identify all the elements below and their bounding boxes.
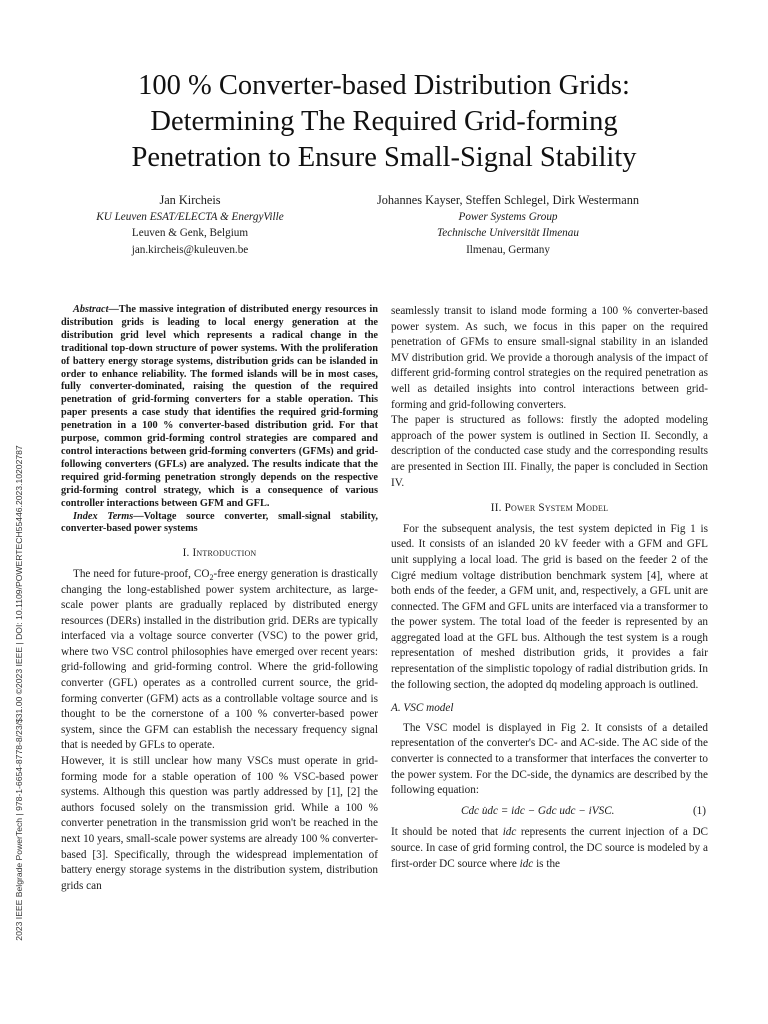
right-column [391, 304, 708, 872]
vsc-paragraph-1: The VSC model is displayed in Fig 2. It consists of a detailed representation of the converter's DC- and AC-side. The AC side of the converter is connected to a transformer that interfaces the converter to the power system. For the DC-side, the dynamics are described by the following equation: [391, 721, 708, 797]
index-terms-lead: Index Terms [73, 510, 134, 522]
vsc-paragraph-2 [391, 825, 708, 872]
abstract-lead: Abstract [73, 304, 109, 315]
symbol-idc: idc [502, 826, 517, 839]
index-terms-text: —Voltage source converter, small-signal stability, converter-based power systems [61, 510, 378, 535]
section-heading-introduction: I. Introduction [182, 547, 257, 560]
doi-sidebar [12, 410, 26, 975]
equation-expression: Cdc u̇dc = idc − Gdc udc − iVSC. [461, 804, 615, 817]
title-line-2: Determining The Required Grid-forming [150, 106, 618, 137]
author-block-1 [60, 192, 320, 258]
abstract [61, 304, 378, 511]
model-paragraph-1: For the subsequent analysis, the test system depicted in Fig 1 is used. It consists of an islanded 20 kV feeder with a GFM and GFL unit supplying a local load. The grid is based on the feeder 2 of the Cigré medium voltage distribution benchmark system [4], where at both ends of the feeder, a GFM unit, and, respectively, a GFL unit are connected. The GFM and GFL units are interfaced via a transformer to the power system. The total load of the feeder is represented by an aggregated load at the GFL bus. Although the test system is a rough representation of meshed distribution grids, it provides a fair representation of the simplistic topology of radial distribution grids. In the following section, the adopted dq modeling approach is outlined. [391, 522, 708, 691]
doi-sidebar-text: 2023 IEEE Belgrade PowerTech | 978-1-6654-8778-8/23/$31.00 ©2023 IEEE | DOI: 10.1109/POWERTECH55446.2023.10202787 [14, 444, 24, 941]
right-paragraph-1: seamlessly transit to island mode forming a 100 % converter-based power system. As such, we focus in this paper on the required penetration of GFMs to ensure small-signal stability in an islanded MV distribution grid. We provide a thorough analysis of the impact of different grid-forming control strategies on the required penetration as well as detailed insights into control interactions between grid-forming and grid-following converters. [391, 305, 708, 411]
author-affiliation: Power Systems Group [458, 210, 558, 223]
author-name: Johannes Kayser, Steffen Schlegel, Dirk Westermann [376, 193, 640, 207]
author-name: Jan Kircheis [159, 193, 221, 207]
subsection-heading-vsc-model: A. VSC model [391, 702, 454, 715]
title-line-1: 100 % Converter-based Distribution Grids: [138, 70, 630, 101]
title-line-3: Penetration to Ensure Small-Signal Stability [131, 142, 637, 173]
symbol-idc: idc [519, 857, 534, 870]
intro-text-b: -free energy generation is drastically changing the long-established power system architecture, as large-scale power plants are gradually replaced by distributed energy resources (DERs) installed in the distribution grid. DERs are typically interfaced via a voltage source converter (VSC) to the power grid, where two VSC control philosophies have emerged over recent years: grid-following and grid-forming control. Where the grid-following converter (GFL) operates as a controlled current source, the grid-forming converter (GFM) acts as a controllable voltage source and is thought to be the cornerstone of a 100 % converter-based power system, since the GFM can establish the necessary frequency signal that is needed by GFLs to operate. [61, 567, 378, 752]
vsc-text-a: It should be noted that [391, 826, 503, 839]
intro-text-a: The need for future-proof, CO [73, 567, 210, 580]
vsc-text-b: represents the current injection of a DC source. In case of grid forming control, the DC source is modeled by a first-order DC source where [391, 826, 708, 870]
left-column [61, 304, 378, 894]
vsc-text-c: is the [533, 857, 561, 870]
equation-1 [391, 804, 708, 820]
intro-paragraph-2: However, it is still unclear how many VSCs must operate in grid-forming mode for a stable operation of 100 % VSC-based power systems. Although this question was partly addressed by [1], [2] the authors focused solely on the transmission grid. While a 100 % converter penetration in the transmission grid won't be reached in the next 10 years, small-scale power systems are already 100 % converter-based [3]. Specifically, through the widespread implementation of battery energy storage systems in the distribution system, distribution grids can [61, 755, 378, 892]
intro-paragraph-1 [61, 567, 378, 754]
paper-title [40, 68, 728, 176]
equation-number: (1) [692, 804, 706, 817]
author-location: Ilmenau, Germany [466, 243, 550, 256]
author-affiliation: KU Leuven ESAT/ELECTA & EnergyVille [96, 210, 284, 223]
author-block-2 [328, 192, 688, 258]
author-institution: Technische Universität Ilmenau [437, 227, 579, 239]
author-location: Leuven & Genk, Belgium [131, 227, 249, 239]
index-terms [61, 511, 378, 537]
author-email: jan.kircheis@kuleuven.be [131, 243, 249, 256]
abstract-text: —The massive integration of distributed energy resources in distribution grids is leading to local energy generation at the distribution grid level which represents a radical change in the traditional top-down structure of power systems. With the proliferation of battery energy storage systems, distribution grids can be islanded in order to enhance reliability. The formed islands will be in most cases, fully converter-dominated, raising the question of the required penetration of grid-forming converters for a stable operation. This paper presents a case study that identifies the required grid-forming penetration in a 100 % converter-based distribution grid. For that purpose, common grid-forming control strategies are compared and control interactions between grid-forming converters (GFMs) and grid-following converters (GFLs) are analyzed. The results indicate that the required grid-forming penetration strongly depends on the respective grid-forming control strategy, which is a consequence of various controller interactions between GFM and GFL. [61, 304, 378, 509]
section-heading-power-system-model: II. Power System Model [490, 502, 609, 515]
co2-subscript: 2 [209, 573, 214, 583]
right-paragraph-2: The paper is structured as follows: firstly the adopted modeling approach of the power system is outlined in Section II. Secondly, a description of the conducted case study and the corresponding results are presented in Section III. Finally, the paper is concluded in Section IV. [391, 414, 708, 489]
